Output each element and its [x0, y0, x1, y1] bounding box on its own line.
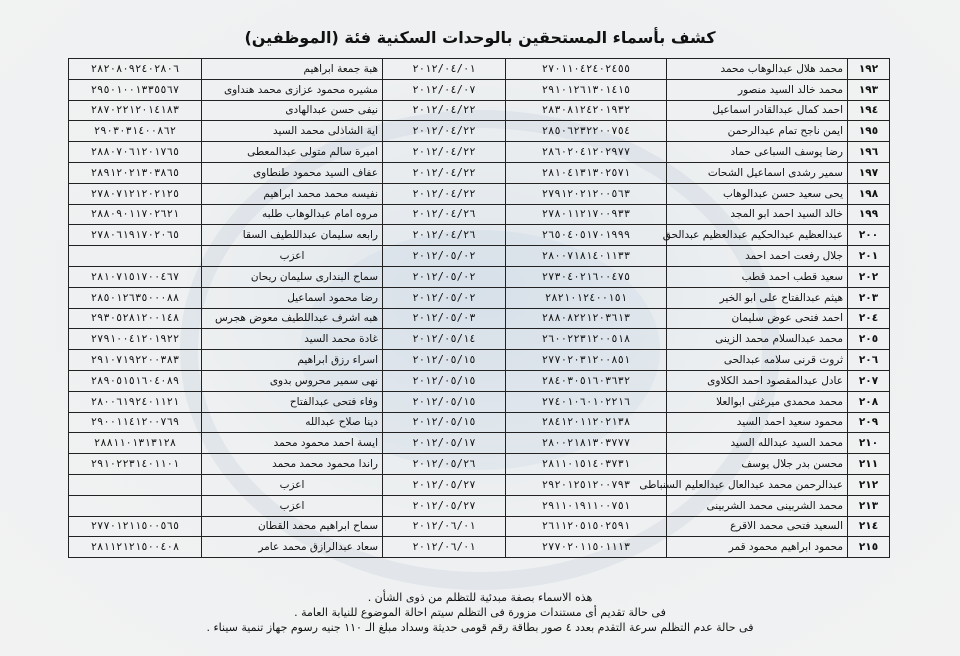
applicant-name: هيثم عبدالفتاح على ابو الخير	[667, 287, 848, 308]
applicant-name: عادل عبدالمقصود احمد الكلاوى	[667, 370, 848, 391]
row-number: ٢٠٠	[848, 225, 890, 246]
table-row	[69, 142, 890, 163]
spouse-name: مروه امام عبدالوهاب طلبه	[202, 204, 383, 225]
spouse-national-id: ٢٨٠٠٦١٩٢٤٠١١٢١	[69, 391, 202, 412]
applicant-name: احمد كمال عبدالقادر اسماعيل	[667, 100, 848, 121]
row-number: ٢١١	[848, 454, 890, 475]
applicant-name: عبدالعظيم عبدالحكيم عبدالعظيم عبدالحق	[667, 225, 848, 246]
table-row	[69, 79, 890, 100]
spouse-name: اميرة سالم متولى عبدالمعطى	[202, 142, 383, 163]
applicant-name: محمد الشربينى محمد الشربينى	[667, 495, 848, 516]
application-date: ٢٠١٢/٠٤/٢٢	[383, 100, 506, 121]
applicant-national-id: ٢٩١١٠١٩١١٠٠٧٥١	[506, 495, 667, 516]
row-number: ٢٠٣	[848, 287, 890, 308]
spouse-national-id: ٢٧٧٠١٢١١٥٠٠٥٦٥	[69, 516, 202, 537]
table-row	[69, 454, 890, 475]
application-date: ٢٠١٢/٠٥/١٥	[383, 350, 506, 371]
applicant-name: احمد فتحى عوض سليمان	[667, 308, 848, 329]
application-date: ٢٠١٢/٠٥/١٥	[383, 412, 506, 433]
applicant-national-id: ٢٨٤١٢٠١١٢٠٢١٣٨	[506, 412, 667, 433]
applicant-name: جلال رفعت احمد احمد	[667, 246, 848, 267]
spouse-national-id: ٢٧٨٠٧١٢١٢٠٢١٢٥	[69, 183, 202, 204]
row-number: ٢٠١	[848, 246, 890, 267]
row-number: ١٩٣	[848, 79, 890, 100]
application-date: ٢٠١٢/٠٥/١٤	[383, 329, 506, 350]
row-number: ٢٠٦	[848, 350, 890, 371]
applicant-name: محمود ابراهيم محمود قمر	[667, 537, 848, 558]
spouse-national-id: ٢٩٠٠١١٤١٢٠٠٧٦٩	[69, 412, 202, 433]
applicant-national-id: ٢٨٣٠٨١٢٤٢٠١٩٣٢	[506, 100, 667, 121]
applicant-name: سمير رشدى اسماعيل الشحات	[667, 162, 848, 183]
spouse-national-id: ٢٨٨١١٠١٣١٣١٢٨	[69, 433, 202, 454]
application-date: ٢٠١٢/٠٤/٠١	[383, 59, 506, 80]
applicant-name: ثروت قرنى سلامه عبدالحى	[667, 350, 848, 371]
application-date: ٢٠١٢/٠٥/٠٣	[383, 308, 506, 329]
spouse-national-id: ٢٨٩١٢٠٢١٣٠٣٨٦٥	[69, 162, 202, 183]
applicant-name: خالد السيد احمد ابو المجد	[667, 204, 848, 225]
application-date: ٢٠١٢/٠٥/٢٦	[383, 454, 506, 475]
row-number: ٢٠٢	[848, 266, 890, 287]
spouse-national-id: ٢٨٧٠٢٢١٢٠١٤١٨٣	[69, 100, 202, 121]
table-row	[69, 350, 890, 371]
table-row	[69, 100, 890, 121]
table-row	[69, 370, 890, 391]
spouse-national-id: ٢٩١٠٧١٩٢٢٠٠٣٨٣	[69, 350, 202, 371]
applicant-national-id: ٢٦٥٠٤٠٥١٧٠١٩٩٩	[506, 225, 667, 246]
applicant-national-id: ٢٦٠٠٢٢٣١٢٠٠٥١٨	[506, 329, 667, 350]
row-number: ٢٠٩	[848, 412, 890, 433]
note-line-1: هذه الاسماء بصفة مبدئية للتظلم من ذوى الشأن .	[367, 591, 593, 604]
application-date: ٢٠١٢/٠٤/٠٧	[383, 79, 506, 100]
spouse-name: نفيسه محمد محمد ابراهيم	[202, 183, 383, 204]
table-row	[69, 266, 890, 287]
spouse-name: سماح ابراهيم محمد القطان	[202, 516, 383, 537]
application-date: ٢٠١٢/٠٥/٠٢	[383, 287, 506, 308]
row-number: ١٩٩	[848, 204, 890, 225]
application-date: ٢٠١٢/٠٥/١٥	[383, 391, 506, 412]
table-row	[69, 474, 890, 495]
applicant-name: محمد خالد السيد منصور	[667, 79, 848, 100]
spouse-national-id: ٢٨٨٠٩٠١١٧٠٢٦٢١	[69, 204, 202, 225]
applicant-national-id: ٢٧٣٠٤٠٢١٦٠٠٤٧٥	[506, 266, 667, 287]
spouse-name: غادة محمد السيد	[202, 329, 383, 350]
spouse-national-id: ٢٨١٠٧١٥١٧٠٠٤٦٧	[69, 266, 202, 287]
applicant-national-id: ٢٧٨٠١١٢١٧٠٠٩٣٣	[506, 204, 667, 225]
application-date: ٢٠١٢/٠٥/٢٧	[383, 474, 506, 495]
applicant-national-id: ٢٨٠٠٧١٨١٤٠١١٣٣	[506, 246, 667, 267]
spouse-name: اعزب	[202, 495, 383, 516]
table-row	[69, 433, 890, 454]
spouse-national-id: ٢٨٢٠٨٠٩٢٤٠٢٨٠٦	[69, 59, 202, 80]
spouse-national-id: ٢٨٨٠٧٠٦١٢٠١٧٦٥	[69, 142, 202, 163]
table-row	[69, 412, 890, 433]
applicant-name: يحى سعيد حسن عبدالوهاب	[667, 183, 848, 204]
spouse-name: اعزب	[202, 474, 383, 495]
applicant-national-id: ٢٧٧٠٢٠٣١٢٠٠٨٥١	[506, 350, 667, 371]
spouse-national-id	[69, 474, 202, 495]
row-number: ٢١٣	[848, 495, 890, 516]
table-row	[69, 246, 890, 267]
spouse-name: وفاء فتحى عبدالفتاح	[202, 391, 383, 412]
applicant-name: ايمن ناجح تمام عبدالرحمن	[667, 121, 848, 142]
application-date: ٢٠١٢/٠٤/٢٦	[383, 225, 506, 246]
spouse-name: سماح البندارى سليمان ريحان	[202, 266, 383, 287]
row-number: ٢٠٤	[848, 308, 890, 329]
beneficiaries-table	[68, 58, 890, 558]
applicant-national-id: ٢٨٦٠٢٠٤١٢٠٢٩٧٧	[506, 142, 667, 163]
spouse-name: ايسة احمد محمود محمد	[202, 433, 383, 454]
spouse-national-id: ٢٨٥٠١٢٦٣٥٠٠٠٨٨	[69, 287, 202, 308]
application-date: ٢٠١٢/٠٤/٢٦	[383, 204, 506, 225]
row-number: ١٩٨	[848, 183, 890, 204]
spouse-name: رابعه سليمان عبداللطيف السقا	[202, 225, 383, 246]
spouse-name: هبة جمعة ابراهيم	[202, 59, 383, 80]
application-date: ٢٠١٢/٠٥/١٧	[383, 433, 506, 454]
spouse-name: راندا محمود محمد محمد	[202, 454, 383, 475]
spouse-national-id: ٢٧٩١٠٠٤١٢٠١٩٢٢	[69, 329, 202, 350]
spouse-name: نهى سمير محروس بدوى	[202, 370, 383, 391]
row-number: ١٩٥	[848, 121, 890, 142]
table-row	[69, 162, 890, 183]
spouse-national-id: ٢٨٩٠٥١٥١٦٠٤٠٨٩	[69, 370, 202, 391]
table-row	[69, 308, 890, 329]
spouse-national-id: ٢٩٠٣٠٣١٤٠٠٨٦٢	[69, 121, 202, 142]
row-number: ٢٠٧	[848, 370, 890, 391]
application-date: ٢٠١٢/٠٥/٢٧	[383, 495, 506, 516]
spouse-name: اسراء رزق ابراهيم	[202, 350, 383, 371]
applicant-national-id: ٢٨١١٠١٥١٤٠٣٧٣١	[506, 454, 667, 475]
applicant-name: محمد محمدى ميرغنى ابوالعلا	[667, 391, 848, 412]
table-row	[69, 287, 890, 308]
row-number: ١٩٢	[848, 59, 890, 80]
applicant-name: محمد عبدالسلام محمد الزينى	[667, 329, 848, 350]
applicant-national-id: ٢٨١٠٤١٣١٣٠٢٥٧١	[506, 162, 667, 183]
table-row	[69, 121, 890, 142]
spouse-name: هبه اشرف عبداللطيف معوض هجرس	[202, 308, 383, 329]
spouse-name: نيفى حسن عبدالهادى	[202, 100, 383, 121]
table-row	[69, 225, 890, 246]
table-row	[69, 204, 890, 225]
row-number: ٢١٥	[848, 537, 890, 558]
row-number: ٢٠٥	[848, 329, 890, 350]
application-date: ٢٠١٢/٠٥/٠٢	[383, 246, 506, 267]
spouse-name: اعزب	[202, 246, 383, 267]
spouse-name: سعاد عبدالرازق محمد عامر	[202, 537, 383, 558]
table-row	[69, 329, 890, 350]
spouse-national-id	[69, 246, 202, 267]
spouse-name: عفاف السيد محمود طنطاوى	[202, 162, 383, 183]
application-date: ٢٠١٢/٠٦/٠١	[383, 516, 506, 537]
applicant-name: محمد هلال عبدالوهاب محمد	[667, 59, 848, 80]
table-row	[69, 495, 890, 516]
applicant-name: سعيد قطب احمد قطب	[667, 266, 848, 287]
spouse-name: اية الشاذلى محمد السيد	[202, 121, 383, 142]
note-line-2: فى حالة تقديم أى مستندات مزورة فى التظلم سيتم احالة الموضوع للنيابة العامة .	[294, 606, 666, 619]
table-row	[69, 516, 890, 537]
applicant-national-id: ٢٩١٠١٢٦١٣٠١٤١٥	[506, 79, 667, 100]
applicant-national-id: ٢٩٢٠١٢٥١٢٠٠٧٩٣	[506, 474, 667, 495]
applicant-national-id: ٢٨٥٠٦٢٣٢٢٠٠٧٥٤	[506, 121, 667, 142]
row-number: ٢١٢	[848, 474, 890, 495]
applicant-name: السعيد فتحى محمد الاقرع	[667, 516, 848, 537]
table-row	[69, 537, 890, 558]
spouse-national-id: ٢٩٥٠١٠٠١٣٣٥٥٦٧	[69, 79, 202, 100]
application-date: ٢٠١٢/٠٥/٠٢	[383, 266, 506, 287]
spouse-national-id: ٢٩٣٠٥٢٨١٢٠٠١٤٨	[69, 308, 202, 329]
page-title: كشف بأسماء المستحقين بالوحدات السكنية فئة (الموظفين)	[244, 28, 716, 47]
applicant-name: محمد السيد عبدالله السيد	[667, 433, 848, 454]
table-row	[69, 391, 890, 412]
row-number: ١٩٤	[848, 100, 890, 121]
applicant-national-id: ٢٦١١٢٠٥١٥٠٢٥٩١	[506, 516, 667, 537]
spouse-name: رضا محمود اسماعيل	[202, 287, 383, 308]
row-number: ١٩٧	[848, 162, 890, 183]
spouse-national-id: ٢٩١٠٢٢٣١٤٠١١٠١	[69, 454, 202, 475]
row-number: ٢١٤	[848, 516, 890, 537]
applicant-national-id: ٢٧٠١١٠٤٢٤٠٢٤٥٥	[506, 59, 667, 80]
row-number: ٢٠٨	[848, 391, 890, 412]
applicant-national-id: ٢٧٤٠١٠٦٠١٠٢٢١٦	[506, 391, 667, 412]
spouse-national-id: ٢٧٨٠٦١٩١٧٠٢٠٦٥	[69, 225, 202, 246]
note-line-3: فى حالة عدم التظلم سرعة التقدم بعدد ٤ صور بطاقة رقم قومى حديثة وسداد مبلغ الـ ١١٠ جنيه رسوم جهاز تنمية سيناء .	[206, 621, 754, 634]
applicant-national-id: ٢٨٨٠٨٢٢١٢٠٣٦١٣	[506, 308, 667, 329]
applicant-name: محمود سعيد احمد السيد	[667, 412, 848, 433]
spouse-national-id	[69, 495, 202, 516]
applicant-national-id: ٢٧٩١٢٠٢١٢٠٠٥٦٣	[506, 183, 667, 204]
applicant-national-id: ٢٨٠٠٢١٨١٣٠٣٧٧٧	[506, 433, 667, 454]
spouse-name: دينا صلاح عبدالله	[202, 412, 383, 433]
applicant-national-id: ٢٨٤٠٣٠٥١٦٠٣٦٣٢	[506, 370, 667, 391]
application-date: ٢٠١٢/٠٥/١٥	[383, 370, 506, 391]
applicant-name: محسن بدر جلال يوسف	[667, 454, 848, 475]
application-date: ٢٠١٢/٠٤/٢٢	[383, 121, 506, 142]
applicant-name: عبدالرحمن محمد عبدالعال عبدالعليم السنباطى	[667, 474, 848, 495]
applicant-national-id: ٢٨٢١٠١٢٤٠٠١٥١	[506, 287, 667, 308]
applicant-name: رضا يوسف السباعى حماد	[667, 142, 848, 163]
table-row	[69, 59, 890, 80]
notes-block	[0, 590, 960, 635]
row-number: ١٩٦	[848, 142, 890, 163]
spouse-name: مشيره محمود عزازى محمد هنداوى	[202, 79, 383, 100]
table-row	[69, 183, 890, 204]
applicant-national-id: ٢٧٧٠٢٠١١٥٠١١١٣	[506, 537, 667, 558]
application-date: ٢٠١٢/٠٦/٠١	[383, 537, 506, 558]
spouse-national-id: ٢٨١١٢١٢١٥٠٠٤٠٨	[69, 537, 202, 558]
application-date: ٢٠١٢/٠٤/٢٢	[383, 142, 506, 163]
application-date: ٢٠١٢/٠٤/٢٢	[383, 162, 506, 183]
application-date: ٢٠١٢/٠٤/٢٢	[383, 183, 506, 204]
row-number: ٢١٠	[848, 433, 890, 454]
